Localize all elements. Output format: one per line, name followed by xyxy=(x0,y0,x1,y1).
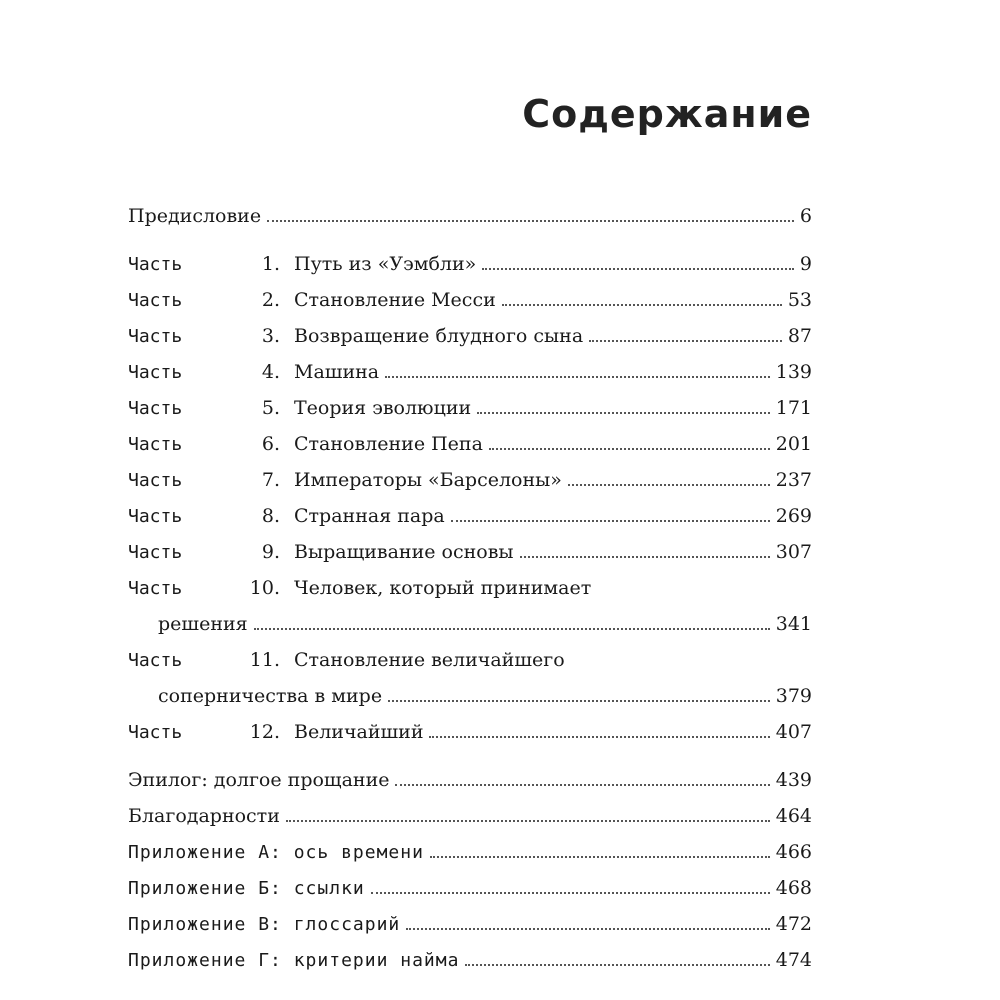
page-number: 269 xyxy=(775,505,812,527)
part-number: 4. xyxy=(261,361,280,383)
page-number: 466 xyxy=(775,841,812,863)
toc-entry-part[interactable] xyxy=(128,714,812,750)
back-matter-list xyxy=(128,762,812,978)
entry-label: Приложение Г: критерии найма xyxy=(128,950,460,971)
dot-leader xyxy=(267,220,794,222)
part-number: 3. xyxy=(261,325,280,347)
part-word: Часть xyxy=(128,542,183,563)
part-word: Часть xyxy=(128,578,183,599)
page-number: 307 xyxy=(775,541,812,563)
page-number: 87 xyxy=(787,325,812,347)
part-word: Часть xyxy=(128,362,183,383)
page-number: 468 xyxy=(775,877,812,899)
dot-leader xyxy=(451,520,770,522)
toc-entry-part[interactable] xyxy=(128,570,812,642)
part-word: Часть xyxy=(128,650,183,671)
dot-leader xyxy=(482,268,794,270)
page-number: 474 xyxy=(775,949,812,971)
entry-label: Благодарности xyxy=(128,805,280,827)
entry-title-continued: соперничества в мире xyxy=(158,685,383,707)
part-word: Часть xyxy=(128,254,183,275)
entry-title: Императоры «Барселоны» xyxy=(294,469,562,491)
page-number: 171 xyxy=(775,397,812,419)
entry-title: Величайший xyxy=(294,721,424,743)
toc-entry-part[interactable] xyxy=(128,642,812,714)
page-number: 9 xyxy=(799,253,812,275)
dot-leader xyxy=(406,928,769,930)
toc-entry-part[interactable] xyxy=(128,534,812,570)
page-number: 472 xyxy=(775,913,812,935)
toc-entry-back-matter[interactable] xyxy=(128,906,812,942)
entry-label: Приложение В: глоссарий xyxy=(128,914,401,935)
part-word: Часть xyxy=(128,326,183,347)
toc-entry-back-matter[interactable] xyxy=(128,942,812,978)
part-number: 12. xyxy=(249,721,280,743)
dot-leader xyxy=(489,448,770,450)
page-number: 53 xyxy=(787,289,812,311)
toc-entry-part[interactable] xyxy=(128,282,812,318)
toc-entry-part[interactable] xyxy=(128,426,812,462)
part-number: 6. xyxy=(261,433,280,455)
entry-title: Человек, который принимает xyxy=(294,577,592,599)
page-number: 6 xyxy=(799,205,812,227)
page-number: 407 xyxy=(775,721,812,743)
dot-leader xyxy=(371,892,770,894)
page-number: 464 xyxy=(775,805,812,827)
part-number: 2. xyxy=(261,289,280,311)
toc-entry-part[interactable] xyxy=(128,318,812,354)
entry-title: Путь из «Уэмбли» xyxy=(294,253,477,275)
page-number: 237 xyxy=(775,469,812,491)
part-number: 1. xyxy=(261,253,280,275)
entry-title: Странная пара xyxy=(294,505,445,527)
part-word: Часть xyxy=(128,506,183,527)
part-number: 7. xyxy=(261,469,280,491)
page-number: 379 xyxy=(775,685,812,707)
part-word: Часть xyxy=(128,722,183,743)
toc-entry-part[interactable] xyxy=(128,462,812,498)
toc-entry-part[interactable] xyxy=(128,354,812,390)
part-word: Часть xyxy=(128,398,183,419)
toc-entry-back-matter[interactable] xyxy=(128,834,812,870)
entry-title: Возвращение блудного сына xyxy=(294,325,584,347)
dot-leader xyxy=(520,556,770,558)
page-number: 341 xyxy=(775,613,812,635)
page-number: 439 xyxy=(775,769,812,791)
page-title: Содержание xyxy=(522,92,812,136)
parts-list xyxy=(128,246,812,570)
page-number: 201 xyxy=(775,433,812,455)
dot-leader xyxy=(395,784,769,786)
toc-entry-part[interactable] xyxy=(128,390,812,426)
entry-title: Выращивание основы xyxy=(294,541,514,563)
dot-leader xyxy=(477,412,770,414)
dot-leader xyxy=(254,628,770,630)
part-number: 9. xyxy=(261,541,280,563)
part-number: 10. xyxy=(249,577,280,599)
dot-leader xyxy=(430,856,770,858)
part-number: 11. xyxy=(249,649,280,671)
dot-leader xyxy=(568,484,770,486)
entry-label: Эпилог: долгое прощание xyxy=(128,769,390,791)
part-number: 8. xyxy=(261,505,280,527)
dot-leader xyxy=(429,736,769,738)
dot-leader xyxy=(388,700,770,702)
toc-entry-back-matter[interactable] xyxy=(128,870,812,906)
page-number: 139 xyxy=(775,361,812,383)
dot-leader xyxy=(465,964,769,966)
part-number: 5. xyxy=(261,397,280,419)
entry-label: Предисловие xyxy=(128,205,262,227)
entry-title: Теория эволюции xyxy=(294,397,472,419)
part-word: Часть xyxy=(128,434,183,455)
dot-leader xyxy=(286,820,770,822)
dot-leader xyxy=(589,340,782,342)
dot-leader xyxy=(502,304,782,306)
entry-title: Становление величайшего xyxy=(294,649,565,671)
part-word: Часть xyxy=(128,290,183,311)
toc-entry-preface[interactable] xyxy=(128,198,812,234)
entry-title-continued: решения xyxy=(158,613,248,635)
entry-title: Машина xyxy=(294,361,380,383)
toc-entry-back-matter[interactable] xyxy=(128,798,812,834)
table-of-contents xyxy=(128,198,812,978)
entry-title: Становление Пепа xyxy=(294,433,483,455)
toc-entry-back-matter[interactable] xyxy=(128,762,812,798)
toc-entry-part[interactable] xyxy=(128,498,812,534)
dot-leader xyxy=(385,376,770,378)
entry-title: Становление Месси xyxy=(294,289,496,311)
entry-label: Приложение Б: ссылки xyxy=(128,878,365,899)
part-word: Часть xyxy=(128,470,183,491)
entry-label: Приложение А: ось времени xyxy=(128,842,424,863)
toc-entry-part[interactable] xyxy=(128,246,812,282)
